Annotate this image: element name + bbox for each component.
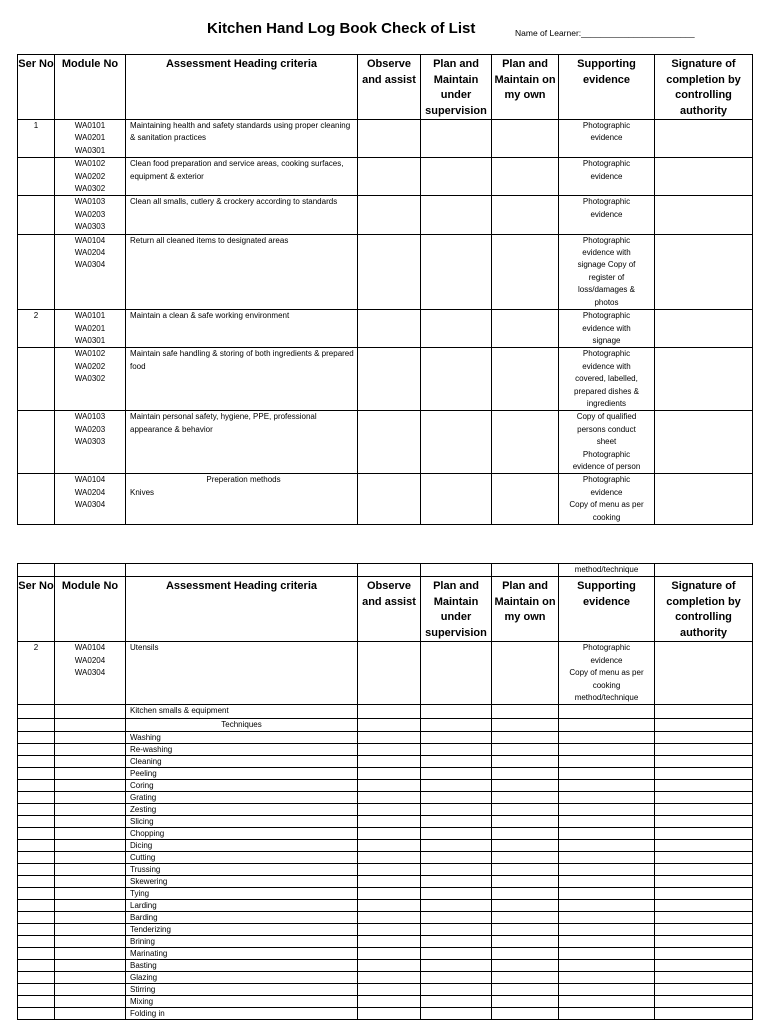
table-row bbox=[18, 474, 753, 525]
technique-row bbox=[18, 816, 753, 828]
technique-row bbox=[18, 900, 753, 912]
evidence-cell: Photographic evidence bbox=[559, 196, 655, 234]
technique-label: Stirring bbox=[126, 984, 358, 996]
own-cell[interactable] bbox=[492, 348, 559, 411]
own-cell[interactable] bbox=[492, 120, 559, 158]
supervised-cell[interactable] bbox=[421, 158, 492, 196]
ser-no-cell bbox=[18, 348, 55, 411]
signature-cell[interactable] bbox=[655, 411, 753, 474]
table-header-row bbox=[18, 55, 753, 120]
col-header: Module No bbox=[55, 577, 126, 642]
checklist-table-2 bbox=[17, 563, 753, 1020]
col-header: Ser No bbox=[18, 577, 55, 642]
technique-row bbox=[18, 876, 753, 888]
criteria-cell: Clean all smalls, cutlery & crockery according to standards bbox=[126, 196, 358, 234]
checklist-table-1 bbox=[17, 54, 753, 525]
evidence-cell: Photographic evidence with signage bbox=[559, 310, 655, 348]
evidence-cell: Copy of qualified persons conduct sheet Photographic evidence of person bbox=[559, 411, 655, 474]
col-header: Assessment Heading criteria bbox=[126, 55, 358, 120]
technique-label: Slicing bbox=[126, 816, 358, 828]
module-no-cell: WA0104 WA0204 WA0304 bbox=[55, 234, 126, 309]
observe-cell[interactable] bbox=[358, 196, 421, 234]
supervised-cell[interactable] bbox=[421, 348, 492, 411]
table-header-row bbox=[18, 577, 753, 642]
technique-row bbox=[18, 768, 753, 780]
module-no-cell: WA0104 WA0204 WA0304 bbox=[55, 642, 126, 705]
technique-label: Larding bbox=[126, 900, 358, 912]
technique-label: Trussing bbox=[126, 864, 358, 876]
ser-no-cell bbox=[18, 474, 55, 525]
observe-cell[interactable] bbox=[358, 348, 421, 411]
col-header: Observe and assist bbox=[358, 577, 421, 642]
technique-label: Glazing bbox=[126, 972, 358, 984]
col-header: Signature of completion by controlling authority bbox=[655, 55, 753, 120]
supervised-cell[interactable] bbox=[421, 196, 492, 234]
criteria-cell bbox=[126, 474, 358, 525]
technique-row bbox=[18, 936, 753, 948]
own-cell[interactable] bbox=[492, 158, 559, 196]
technique-label: Cutting bbox=[126, 852, 358, 864]
module-no-cell: WA0104 WA0204 WA0304 bbox=[55, 474, 126, 525]
techniques-heading: Techniques bbox=[126, 718, 358, 731]
criteria-cell: Return all cleaned items to designated areas bbox=[126, 234, 358, 309]
technique-label: Zesting bbox=[126, 804, 358, 816]
observe-cell[interactable] bbox=[358, 310, 421, 348]
table-row bbox=[18, 158, 753, 196]
criteria-cell: Clean food preparation and service areas, cooking surfaces, equipment & exterior bbox=[126, 158, 358, 196]
observe-cell[interactable] bbox=[358, 234, 421, 309]
col-header: Plan and Maintain under supervision bbox=[421, 55, 492, 120]
technique-label: Mixing bbox=[126, 996, 358, 1008]
technique-label: Chopping bbox=[126, 828, 358, 840]
technique-label: Tenderizing bbox=[126, 924, 358, 936]
ser-no-cell: 1 bbox=[18, 120, 55, 158]
criteria-cell: Maintaining health and safety standards using proper cleaning & sanitation practices bbox=[126, 120, 358, 158]
technique-label: Marinating bbox=[126, 948, 358, 960]
module-no-cell: WA0103 WA0203 WA0303 bbox=[55, 411, 126, 474]
technique-row bbox=[18, 852, 753, 864]
criteria-cell: Utensils bbox=[126, 642, 358, 705]
technique-label: Tying bbox=[126, 888, 358, 900]
technique-row bbox=[18, 792, 753, 804]
col-header: Module No bbox=[55, 55, 126, 120]
signature-cell[interactable] bbox=[655, 158, 753, 196]
technique-row bbox=[18, 888, 753, 900]
technique-row bbox=[18, 924, 753, 936]
own-cell[interactable] bbox=[492, 234, 559, 309]
supervised-cell[interactable] bbox=[421, 474, 492, 525]
table-row bbox=[18, 348, 753, 411]
supervised-cell[interactable] bbox=[421, 234, 492, 309]
technique-row bbox=[18, 744, 753, 756]
learner-name-label: Name of Learner:________________________ bbox=[515, 28, 695, 38]
col-header: Supporting evidence bbox=[559, 55, 655, 120]
observe-cell[interactable] bbox=[358, 642, 421, 705]
own-cell[interactable] bbox=[492, 310, 559, 348]
table-row bbox=[18, 234, 753, 309]
col-header: Supporting evidence bbox=[559, 577, 655, 642]
signature-cell[interactable] bbox=[655, 196, 753, 234]
technique-label: Folding in bbox=[126, 1008, 358, 1020]
criteria-cell: Maintain safe handling & storing of both ingredients & prepared food bbox=[126, 348, 358, 411]
criteria-cell: Kitchen smalls & equipment bbox=[126, 705, 358, 718]
technique-label: Re-washing bbox=[126, 744, 358, 756]
signature-cell[interactable] bbox=[655, 642, 753, 705]
ser-no-cell bbox=[18, 411, 55, 474]
col-header: Assessment Heading criteria bbox=[126, 577, 358, 642]
col-header: Observe and assist bbox=[358, 55, 421, 120]
evidence-cell: Photographic evidence bbox=[559, 120, 655, 158]
module-no-cell: WA0101 WA0201 WA0301 bbox=[55, 120, 126, 158]
own-cell[interactable] bbox=[492, 196, 559, 234]
evidence-cell: Photographic evidence Copy of menu as per cooking bbox=[559, 474, 655, 525]
carry-over-row bbox=[18, 564, 753, 577]
technique-label: Washing bbox=[126, 732, 358, 744]
evidence-cell: Photographic evidence with covered, labelled, prepared dishes & ingredients bbox=[559, 348, 655, 411]
ser-no-cell: 2 bbox=[18, 642, 55, 705]
technique-row bbox=[18, 912, 753, 924]
criteria-cell: Maintain personal safety, hygiene, PPE, professional appearance & behavior bbox=[126, 411, 358, 474]
page-title: Kitchen Hand Log Book Check of List bbox=[207, 20, 476, 37]
technique-row bbox=[18, 948, 753, 960]
module-no-cell: WA0101 WA0201 WA0301 bbox=[55, 310, 126, 348]
technique-row bbox=[18, 864, 753, 876]
ser-no-cell bbox=[18, 196, 55, 234]
col-header: Plan and Maintain under supervision bbox=[421, 577, 492, 642]
table-row bbox=[18, 310, 753, 348]
supervised-cell[interactable] bbox=[421, 411, 492, 474]
table-row bbox=[18, 705, 753, 718]
table-row bbox=[18, 642, 753, 705]
signature-cell[interactable] bbox=[655, 120, 753, 158]
table-row bbox=[18, 411, 753, 474]
technique-label: Peeling bbox=[126, 768, 358, 780]
col-header: Plan and Maintain on my own bbox=[492, 55, 559, 120]
observe-cell[interactable] bbox=[358, 158, 421, 196]
evidence-cell: Photographic evidence bbox=[559, 158, 655, 196]
technique-label: Coring bbox=[126, 780, 358, 792]
technique-row bbox=[18, 996, 753, 1008]
evidence-cell: Photographic evidence with signage Copy of register of loss/damages & photos bbox=[559, 234, 655, 309]
own-cell[interactable] bbox=[492, 411, 559, 474]
signature-cell[interactable] bbox=[655, 310, 753, 348]
technique-row bbox=[18, 780, 753, 792]
signature-cell[interactable] bbox=[655, 348, 753, 411]
module-no-cell: WA0102 WA0202 WA0302 bbox=[55, 158, 126, 196]
technique-row bbox=[18, 972, 753, 984]
technique-row bbox=[18, 984, 753, 996]
signature-cell[interactable] bbox=[655, 474, 753, 525]
evidence-cell: Photographic evidence Copy of menu as per cooking method/technique bbox=[559, 642, 655, 705]
ser-no-cell bbox=[18, 158, 55, 196]
col-header: Ser No bbox=[18, 55, 55, 120]
supervised-cell[interactable] bbox=[421, 642, 492, 705]
supervised-cell[interactable] bbox=[421, 310, 492, 348]
technique-row bbox=[18, 732, 753, 744]
col-header: Signature of completion by controlling authority bbox=[655, 577, 753, 642]
signature-cell[interactable] bbox=[655, 234, 753, 309]
technique-row bbox=[18, 1008, 753, 1020]
technique-label: Grating bbox=[126, 792, 358, 804]
module-no-cell: WA0103 WA0203 WA0303 bbox=[55, 196, 126, 234]
supervised-cell[interactable] bbox=[421, 120, 492, 158]
evidence-cell: method/technique bbox=[559, 564, 655, 577]
observe-cell[interactable] bbox=[358, 120, 421, 158]
technique-label: Cleaning bbox=[126, 756, 358, 768]
technique-row bbox=[18, 756, 753, 768]
table-row bbox=[18, 718, 753, 731]
technique-label: Brining bbox=[126, 936, 358, 948]
technique-label: Dicing bbox=[126, 840, 358, 852]
technique-row bbox=[18, 828, 753, 840]
ser-no-cell: 2 bbox=[18, 310, 55, 348]
technique-row bbox=[18, 960, 753, 972]
module-no-cell: WA0102 WA0202 WA0302 bbox=[55, 348, 126, 411]
technique-row bbox=[18, 840, 753, 852]
criteria-cell: Maintain a clean & safe working environment bbox=[126, 310, 358, 348]
observe-cell[interactable] bbox=[358, 411, 421, 474]
own-cell[interactable] bbox=[492, 642, 559, 705]
own-cell[interactable] bbox=[492, 474, 559, 525]
technique-label: Skewering bbox=[126, 876, 358, 888]
col-header: Plan and Maintain on my own bbox=[492, 577, 559, 642]
technique-label: Barding bbox=[126, 912, 358, 924]
table-row bbox=[18, 196, 753, 234]
observe-cell[interactable] bbox=[358, 474, 421, 525]
table-row bbox=[18, 120, 753, 158]
criteria-heading: Preperation methods bbox=[206, 475, 281, 485]
technique-label: Basting bbox=[126, 960, 358, 972]
technique-row bbox=[18, 804, 753, 816]
criteria-sub: Knives bbox=[130, 487, 155, 497]
ser-no-cell bbox=[18, 234, 55, 309]
